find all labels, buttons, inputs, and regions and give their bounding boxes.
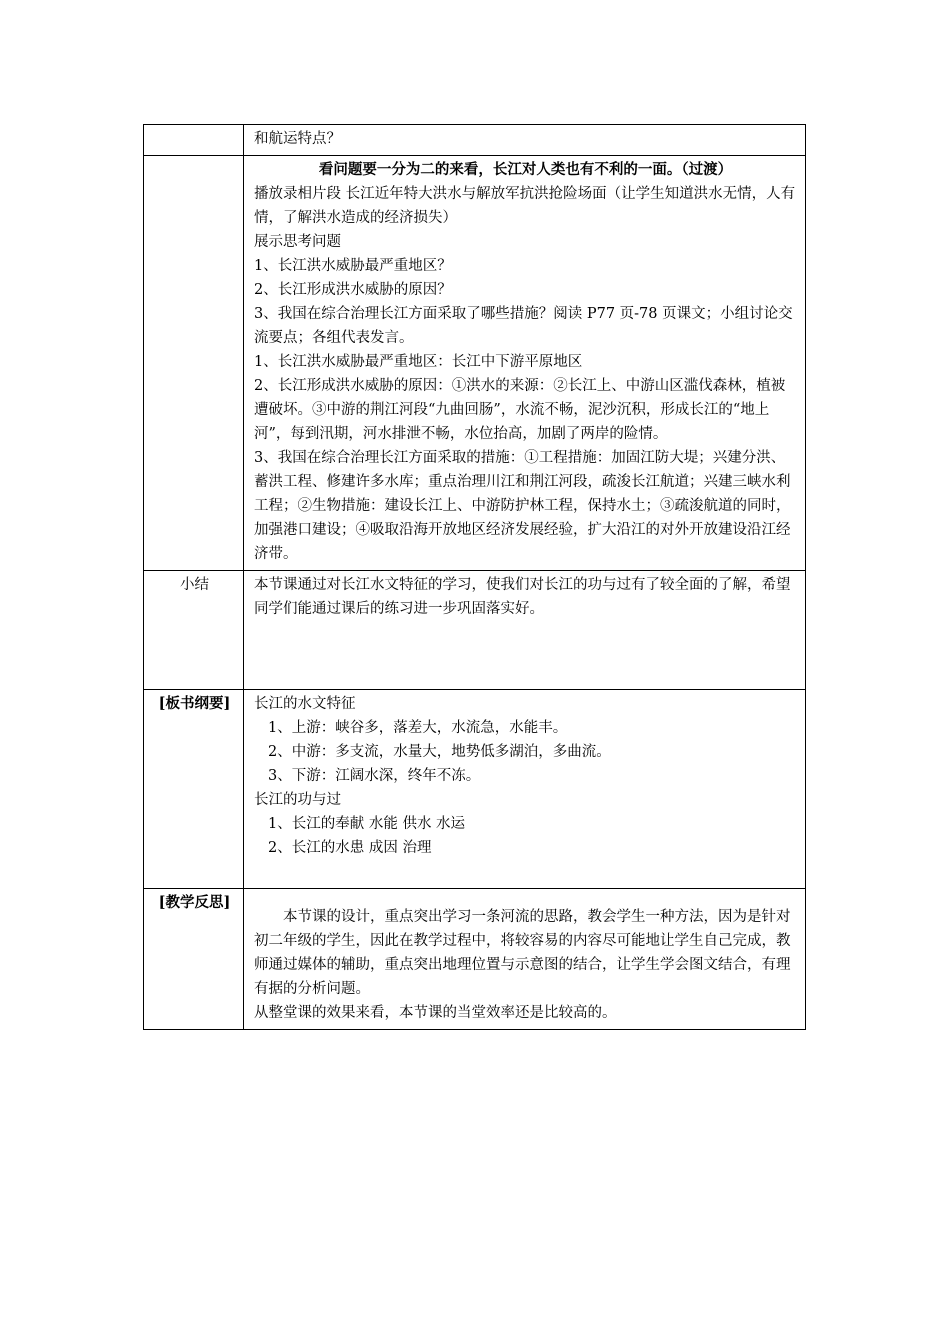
row-content-flood: [244, 156, 806, 571]
row-navigation-continued: [144, 125, 806, 156]
outline-spacer: [254, 860, 797, 884]
outline-upper-reach: 1、上游：峡谷多，落差大，水流急，水能丰。: [268, 720, 568, 736]
row-content-navigation: [244, 125, 806, 156]
question-1: 1、长江洪水威胁最严重地区？: [254, 258, 452, 274]
reflection-label: [教学反思]: [144, 889, 244, 1030]
summary-label: 小结: [144, 571, 244, 690]
question-2: 2、长江形成洪水威胁的原因？: [254, 282, 452, 298]
outline-lower-reach: 3、下游：江阔水深，终年不冻。: [268, 768, 481, 784]
outline-middle-reach: 2、中游：多支流，水量大，地势低多湖泊，多曲流。: [268, 744, 611, 760]
board-outline-label: [板书纲要]: [144, 690, 244, 889]
transition-heading: 看问题要一分为二的来看，长江对人类也有不利的一面。（过渡）: [318, 161, 733, 178]
outline-heading-merits: 长江的功与过: [254, 792, 341, 808]
board-outline-content: [244, 690, 806, 889]
reflection-spacer: [254, 891, 797, 905]
row-label-empty-1: [144, 125, 244, 156]
row-summary: [144, 571, 806, 690]
outline-contribution: 1、长江的奉献 水能 供水 水运: [268, 816, 466, 832]
row-board-outline: [144, 690, 806, 889]
video-description: 播放录相片段 长江近年特大洪水与解放军抗洪抢险场面（让学生知道洪水无情，人有情，了解洪水造成的经济损失）: [254, 186, 796, 226]
summary-text: 本节课通过对长江水文特征的学习，使我们对长江的功与过有了较全面的了解，希望同学们能通过课后的练习进一步巩固落实好。: [254, 577, 791, 617]
question-3: 3、我国在综合治理长江方面采取了哪些措施？阅读 P77 页-78 页课文；小组讨论交流要点；各组代表发言。: [254, 306, 793, 346]
outline-heading-hydrology: 长江的水文特征: [254, 696, 356, 712]
reflection-paragraph-2: 从整堂课的效果来看，本节课的当堂效率还是比较高的。: [254, 1005, 617, 1021]
row-reflection: [144, 889, 806, 1030]
outline-floods: 2、长江的水患 成因 治理: [268, 840, 432, 856]
answer-1: 1、长江洪水威胁最严重地区：长江中下游平原地区: [254, 354, 583, 370]
navigation-text: 和航运特点？: [254, 131, 341, 147]
answer-2: 2、长江形成洪水威胁的原因：①洪水的来源：②长江上、中游山区滥伐森林，植被遭破坏。③中游的荆江河段“九曲回肠”，水流不畅，泥沙沉积，形成长江的“地上河”，每到汛期，河水排泄不畅，水位抬高，加剧了两岸的险情。: [254, 378, 786, 442]
questions-title: 展示思考问题: [254, 234, 341, 250]
summary-content: [244, 571, 806, 690]
reflection-content: [244, 889, 806, 1030]
row-label-empty-2: [144, 156, 244, 571]
reflection-paragraph-1: 本节课的设计，重点突出学习一条河流的思路，教会学生一种方法，因为是针对初二年级的学生，因此在教学过程中，将较容易的内容尽可能地让学生自己完成，教师通过媒体的辅助，重点突出地理位置与示意图的结合，让学生学会图文结合，有理有据的分析问题。: [254, 909, 791, 997]
answer-3: 3、我国在综合治理长江方面采取的措施：①工程措施：加固江防大堤；兴建分洪、蓄洪工程、修建许多水库；重点治理川江和荆江河段，疏浚长江航道；兴建三峡水利工程；②生物措施：建设长江上、中游防护林工程，保持水土；③疏浚航道的同时，加强港口建设；④吸取沿海开放地区经济发展经验，扩大沿江的对外开放建设沿江经济带。: [254, 450, 791, 562]
lesson-plan-table: [143, 124, 806, 1030]
row-flood-discussion: [144, 156, 806, 571]
